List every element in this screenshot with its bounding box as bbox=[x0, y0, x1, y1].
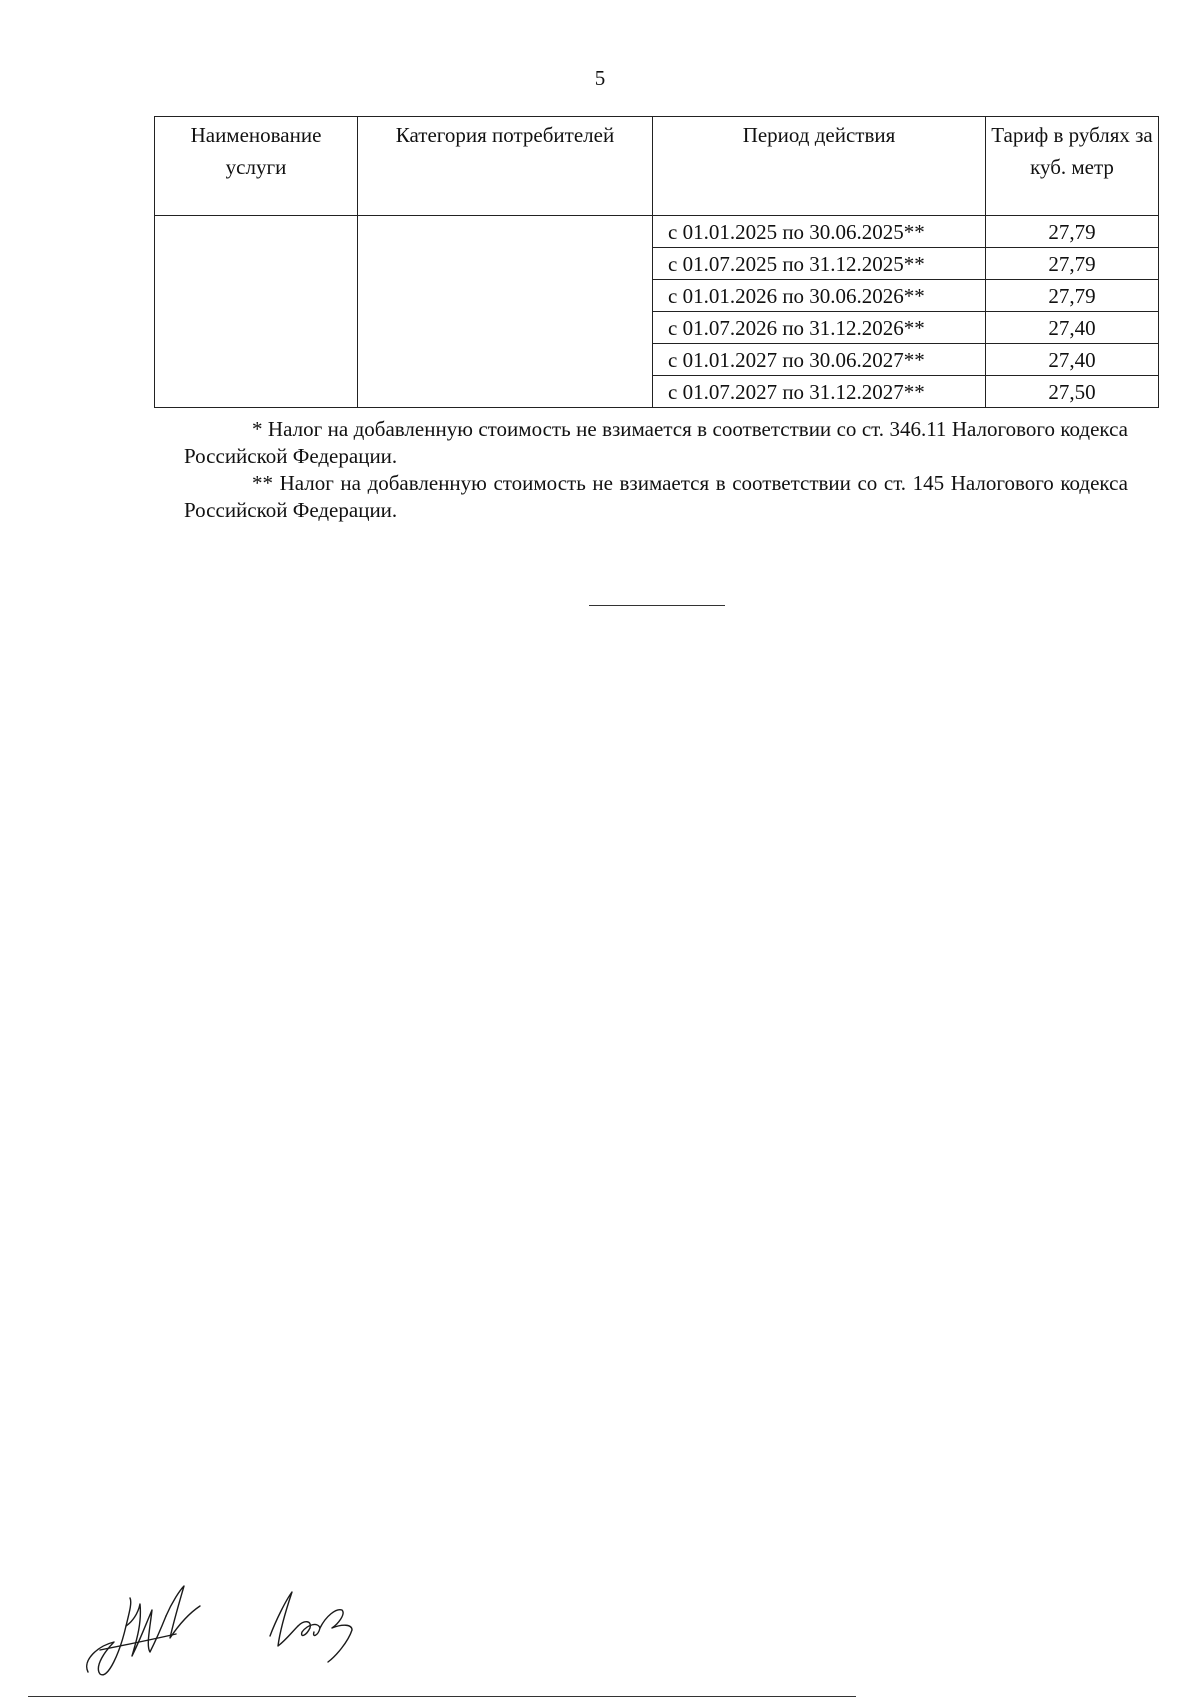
service-name-cell bbox=[155, 216, 358, 408]
table-header-row bbox=[155, 117, 1159, 216]
footnote-vat-346-11: * Налог на добавленную стоимость не взимается в соответствии со ст. 346.11 Налогового кодекса Российской Федерации. bbox=[184, 417, 1128, 468]
table-row bbox=[155, 216, 1159, 248]
header-validity-period: Период действия bbox=[653, 117, 986, 216]
footnote-vat-145: ** Налог на добавленную стоимость не взимается в соответствии со ст. 145 Налогового кодекса Российской Федерации. bbox=[184, 471, 1128, 522]
rate-cell: 27,79 bbox=[986, 280, 1159, 312]
period-cell: с 01.07.2027 по 31.12.2027** bbox=[653, 376, 986, 408]
rate-cell: 27,40 bbox=[986, 312, 1159, 344]
end-of-text-rule bbox=[589, 605, 725, 606]
signature-left-icon bbox=[87, 1586, 200, 1675]
period-cell: с 01.07.2025 по 31.12.2025** bbox=[653, 248, 986, 280]
handwritten-signatures bbox=[80, 1580, 400, 1680]
period-cell: с 01.01.2027 по 30.06.2027** bbox=[653, 344, 986, 376]
period-cell: с 01.07.2026 по 31.12.2026** bbox=[653, 312, 986, 344]
footnotes bbox=[184, 416, 1128, 524]
header-tariff: Тариф в рублях за куб. метр bbox=[986, 117, 1159, 216]
header-consumer-category: Категория потребителей bbox=[358, 117, 653, 216]
tariff-table bbox=[154, 116, 1159, 408]
rate-cell: 27,79 bbox=[986, 216, 1159, 248]
bottom-rule bbox=[28, 1696, 856, 1697]
period-cell: с 01.01.2026 по 30.06.2026** bbox=[653, 280, 986, 312]
period-cell: с 01.01.2025 по 30.06.2025** bbox=[653, 216, 986, 248]
page-number: 5 bbox=[594, 66, 606, 90]
rate-cell: 27,50 bbox=[986, 376, 1159, 408]
signature-right-icon bbox=[270, 1592, 352, 1662]
consumer-category-cell bbox=[358, 216, 653, 408]
header-service-name: Наименование услуги bbox=[155, 117, 358, 216]
rate-cell: 27,79 bbox=[986, 248, 1159, 280]
rate-cell: 27,40 bbox=[986, 344, 1159, 376]
